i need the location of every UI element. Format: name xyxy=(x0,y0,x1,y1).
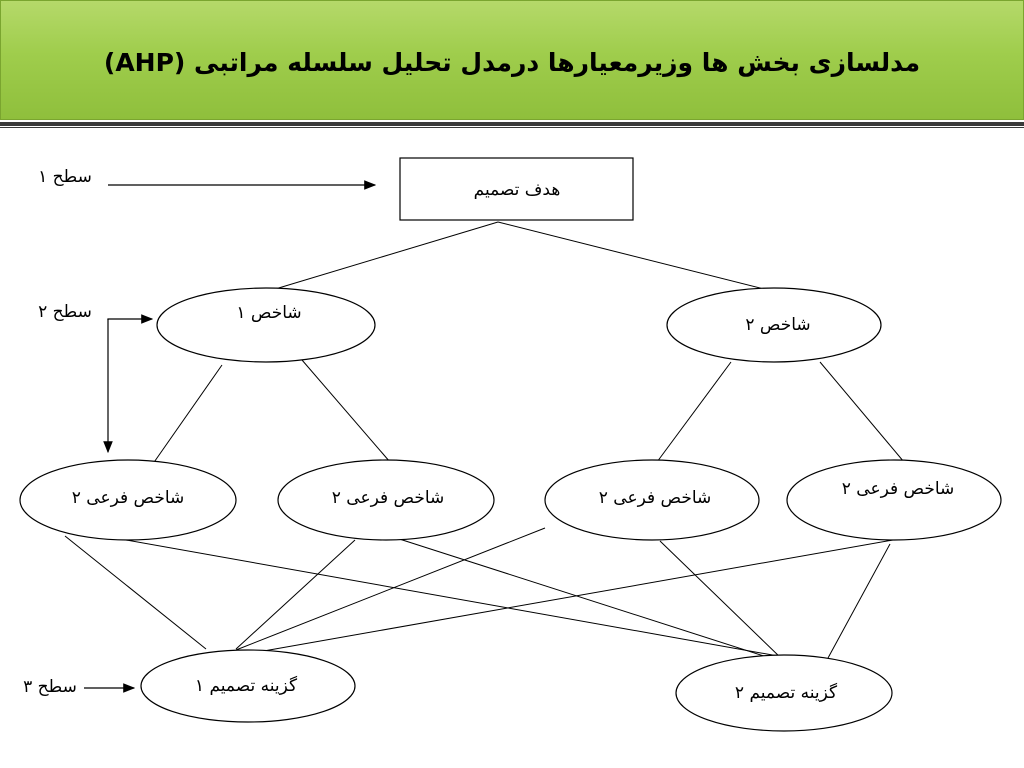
alternative-label-1: گزینه تصمیم ۱ xyxy=(194,676,298,696)
edge-sub1-alt2 xyxy=(115,538,778,656)
edge-goal-criterion1 xyxy=(262,222,498,293)
subcriterion-label-3: شاخص فرعی ۲ xyxy=(598,488,712,508)
alternative-label-2: گزینه تصمیم ۲ xyxy=(734,683,838,703)
subcriterion-node-2 xyxy=(278,460,494,540)
edge-criterion1-sub1 xyxy=(150,365,222,468)
subcriterion-node-3 xyxy=(545,460,759,540)
edge-sub3-alt2 xyxy=(660,541,782,659)
criterion-label-1: شاخص ۱ xyxy=(236,303,302,323)
subcriterion-label-2: شاخص فرعی ۲ xyxy=(331,488,445,508)
level2-arrow-right xyxy=(108,319,152,320)
edge-sub3-alt1 xyxy=(236,528,545,650)
criterion-ellipse-1 xyxy=(157,288,375,362)
edge-criterion2-sub3 xyxy=(657,362,731,462)
criterion-node-1 xyxy=(157,288,375,362)
level3-label: سطح ۳ xyxy=(23,677,77,697)
edge-sub4-alt2 xyxy=(828,544,890,658)
level2-label: سطح ۲ xyxy=(38,302,92,322)
edge-sub2-alt1 xyxy=(236,540,355,649)
criterion-node-2 xyxy=(667,288,881,362)
goal-label: هدف تصمیم xyxy=(473,180,561,200)
level1-label: سطح ۱ xyxy=(38,167,92,187)
subcriterion-label-4: شاخص فرعی ۲ xyxy=(841,479,955,499)
edge-sub1-alt1 xyxy=(65,536,206,649)
edge-criterion1-sub2 xyxy=(302,360,390,462)
alternative-node-2 xyxy=(676,655,892,731)
subcriterion-node-1 xyxy=(20,460,236,540)
alternative-node-1 xyxy=(141,650,355,722)
edge-goal-criterion2 xyxy=(498,222,772,291)
criterion-label-2: شاخص ۲ xyxy=(745,315,811,335)
edge-sub4-alt1 xyxy=(258,540,893,652)
slide-title: مدلسازی بخش ها وزیرمعیارها درمدل تحلیل سلسله مراتبی (AHP) xyxy=(103,48,921,77)
subcriterion-ellipse-4 xyxy=(787,460,1001,540)
goal-node xyxy=(400,158,633,220)
edge-criterion2-sub4 xyxy=(820,362,904,462)
subcriterion-node-4 xyxy=(787,460,1001,540)
subcriterion-label-1: شاخص فرعی ۲ xyxy=(71,488,185,508)
